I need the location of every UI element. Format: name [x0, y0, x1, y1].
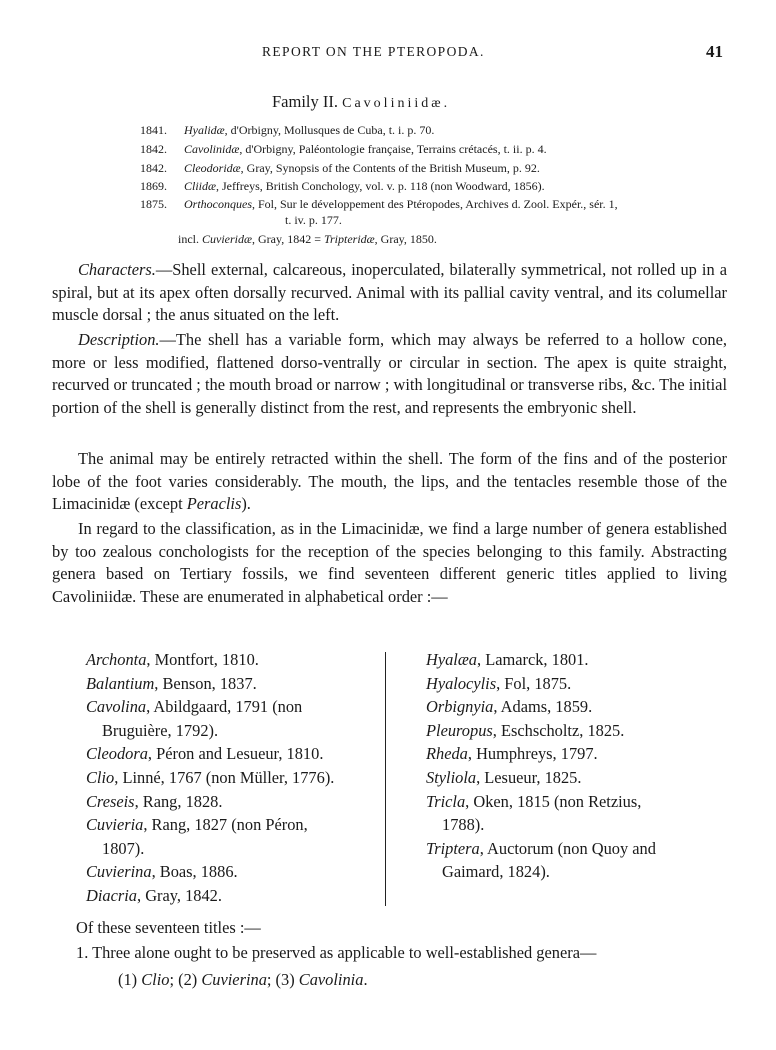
genus-entry-continuation: 1788). [442, 815, 485, 835]
running-head: REPORT ON THE PTEROPODA. [262, 44, 485, 59]
genus-entry [86, 744, 376, 768]
genus-entry [86, 886, 376, 910]
synonymy-text [184, 197, 618, 212]
genus-name: Triptera [426, 838, 480, 858]
genus-authority: , Eschscholtz, 1825. [492, 720, 625, 740]
incl-prefix: incl. [178, 232, 202, 246]
genus-name: Cleodora [86, 744, 148, 764]
list-num-2: ; (2) [169, 970, 202, 989]
synonymy-reference: , Fol, Sur le développement des Ptéropodes, Archives d. Zool. Expér., sér. 1, [252, 197, 618, 211]
genera-right-column [426, 650, 720, 886]
genus-entry [86, 815, 376, 839]
genus-name: Orbignyia [426, 697, 494, 717]
synonymy-reference: , d'Orbigny, Paléontologie française, Terrains crétacés, t. ii. p. 4. [239, 142, 547, 156]
synonymy-year: 1875. [140, 197, 167, 211]
genus-entry [426, 697, 720, 721]
animal-text-1: The animal may be entirely retracted within the shell. The form of the fins and of the posterior lobe of the foot varies considerably. The mouth, the lips, and the tentacles resemble those of the Limacinidæ (except [52, 449, 727, 513]
genus-authority: , Abildgaard, 1791 (non [146, 697, 303, 717]
preserved-genera-list [118, 970, 368, 990]
characters-label: Characters. [78, 260, 156, 279]
genus-name: Hyalæa [426, 650, 477, 669]
genus-entry [86, 768, 376, 792]
synonymy-family-name: Hyalidæ [184, 123, 225, 137]
genus-authority: , Auctorum (non Quoy and [479, 838, 656, 858]
synonymy-reference: , Gray, Synopsis of the Contents of the British Museum, p. 92. [240, 161, 540, 175]
synonymy-text [184, 142, 547, 157]
genus-authority: , Péron and Lesueur, 1810. [147, 744, 324, 764]
conclusion-item-1: 1. Three alone ought to be preserved as applicable to well-established genera— [76, 943, 597, 962]
synonymy-continuation: t. iv. p. 177. [285, 213, 342, 227]
genus-authority: , Boas, 1886. [151, 862, 238, 882]
synonymy-incl [178, 232, 437, 247]
incl-post: , Gray, 1850. [374, 232, 437, 246]
genus-entry [426, 792, 720, 816]
genus-entry-continuation: 1807). [102, 838, 145, 858]
synonymy-year: 1842. [140, 142, 167, 156]
list-num-1: (1) [118, 970, 142, 989]
incl-name-2: Tripteridæ [323, 232, 375, 246]
genus-authority: , Oken, 1815 (non Retzius, [465, 791, 642, 811]
genus-authority: , Adams, 1859. [493, 697, 593, 717]
genus-authority: , Rang, 1827 (non Péron, [143, 815, 308, 835]
genus-entry [426, 721, 720, 745]
genus-entry [426, 744, 720, 768]
synonymy-family-name: Cleodoridæ [184, 161, 241, 175]
description-label: Description. [78, 330, 160, 349]
description-paragraph [52, 329, 727, 419]
characters-text: —Shell external, calcareous, inoperculated, bilaterally symmetrical, not rolled up in a spiral, but at its apex often dorsally recurved. Animal with its pallial cavity ventral, and its columellar muscle dorsal ; the anus situated on the left. [52, 260, 727, 324]
genus-name: Clio [86, 767, 115, 787]
page-number: 41 [706, 42, 723, 61]
synonymy-reference: , Jeffreys, British Conchology, vol. v. p. 118 (non Woodward, 1856). [216, 179, 545, 193]
list-end: . [363, 970, 368, 989]
genus-authority: , Montfort, 1810. [146, 650, 259, 669]
synonymy-year: 1842. [140, 161, 167, 175]
genus-name: Tricla [426, 791, 466, 811]
genus-name: Pleuropus [426, 720, 493, 740]
genus-name: Hyalocylis [426, 673, 497, 693]
description-text: —The shell has a variable form, which may always be referred to a hollow cone, more or less modified, flattened dorso-ventrally or circular in section. The apex is quite straight, recurved or truncated ; the mouth broad or narrow ; with longitudinal or transverse ribs, &c. The initial portion of the shell is generally distinct from the rest, and represents the embryonic shell. [52, 330, 727, 417]
genus-entry [86, 674, 376, 698]
genus-entry-continuation: Bruguière, 1792). [102, 720, 219, 740]
genus-entry [426, 650, 720, 674]
genus-authority: , Lesueur, 1825. [476, 767, 582, 787]
genus-name: Archonta [86, 650, 147, 669]
family-prefix: Family II. [272, 92, 338, 111]
synonymy-text [184, 123, 434, 138]
classification-paragraph: In regard to the classification, as in the Limacinidæ, we find a large number of genera established by too zealous conchologists for the reception of the species belonging to this family. Abstracting genera based on Tertiary fossils, we find seventeen different generic titles applied to living Cavoliniidæ. These are enumerated in alphabetical order :— [52, 519, 727, 606]
genus-entry [426, 674, 720, 698]
genus-authority: , Fol, 1875. [496, 673, 572, 693]
synonymy-family-name: Cliidæ [184, 179, 217, 193]
genus-entry [86, 862, 376, 886]
genus-name: Cavolina [86, 697, 147, 717]
family-name: Cavoliniidæ. [342, 96, 451, 111]
synonymy-text [184, 179, 545, 194]
genus-entry [86, 697, 376, 721]
genus-authority: , Gray, 1842. [137, 885, 222, 905]
synonymy-year: 1869. [140, 179, 167, 193]
family-heading [272, 92, 450, 112]
genus-name: Styliola [426, 767, 477, 787]
characters-paragraph [52, 259, 727, 327]
genus-name: Cuvieria [86, 815, 144, 835]
genus-authority: , Humphreys, 1797. [467, 744, 598, 764]
animal-paragraph [52, 448, 727, 516]
genus-entry-continuation: Gaimard, 1824). [442, 862, 550, 882]
genus-authority: , Rang, 1828. [134, 791, 223, 811]
genus-clio: Clio [141, 970, 170, 989]
incl-name-1: Cuvieridæ [202, 232, 252, 246]
synonymy-family-name: Cavolinidæ [184, 142, 240, 156]
genus-name: Creseis [86, 791, 135, 811]
genus-authority: , Linné, 1767 (non Müller, 1776). [114, 767, 335, 787]
synonymy-year: 1841. [140, 123, 167, 137]
genus-entry [86, 650, 376, 674]
synonymy-family-name: Orthoconques [184, 197, 252, 211]
synonymy-reference: , d'Orbigny, Mollusques de Cuba, t. i. p. 70. [224, 123, 435, 137]
genus-name: Cuvierina [86, 862, 152, 882]
genus-name: Balantium [86, 673, 155, 693]
genera-left-column [86, 650, 376, 910]
genus-cuvierina: Cuvierina [201, 970, 267, 989]
genus-entry [426, 839, 720, 863]
conclusion-intro: Of these seventeen titles :— [76, 918, 261, 937]
genus-cavolinia: Cavolinia [298, 970, 364, 989]
animal-italic: Peraclis [186, 494, 242, 513]
column-divider [385, 652, 386, 906]
incl-mid: , Gray, 1842 = [252, 232, 324, 246]
genus-name: Diacria [86, 885, 137, 905]
genus-authority: , Lamarck, 1801. [477, 650, 589, 669]
genus-entry [426, 768, 720, 792]
animal-text-2: ). [241, 494, 251, 513]
synonymy-text [184, 161, 540, 176]
genus-entry [86, 792, 376, 816]
list-num-3: ; (3) [266, 970, 299, 989]
genus-authority: , Benson, 1837. [154, 673, 257, 693]
genus-name: Rheda [426, 744, 468, 764]
